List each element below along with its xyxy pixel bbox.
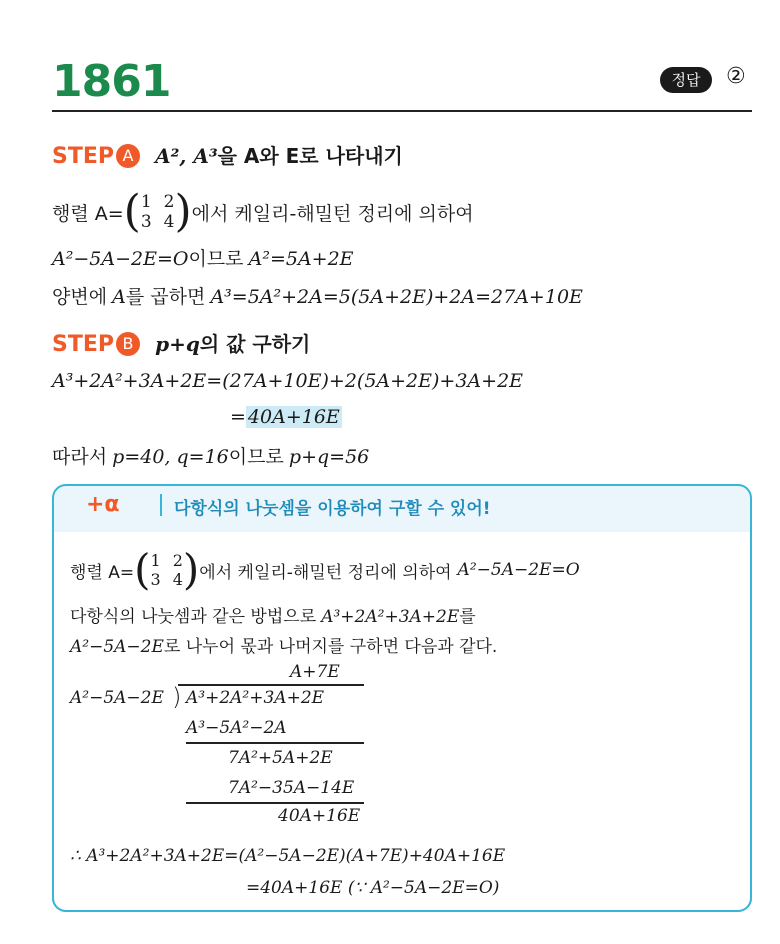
conclusion-text2: 이므로: [228, 446, 284, 468]
tip-line3-text: 로 나누어 몫과 나머지를 구하면 다음과 같다.: [163, 637, 498, 657]
div-sub2: 7A²−35A−14E: [228, 778, 355, 798]
tip-matrix-a12: 2: [172, 551, 183, 570]
tip-final1: ∴ A³+2A²+3A+2E=(A²−5A−2E)(A+7E)+40A+16E: [70, 846, 506, 866]
matrix-a12: 2: [163, 192, 175, 212]
div-bracket: ): [172, 683, 182, 711]
tip-line2-tail: 를: [459, 607, 476, 627]
step-a-title-math: A², A³: [155, 144, 218, 168]
step-a-line3-text: 양변에: [52, 286, 108, 308]
step-b-label: STEP: [52, 332, 115, 357]
tip-line2-math: A³+2A²+3A+2E: [321, 607, 460, 627]
conclusion-text1: 따라서: [52, 446, 108, 468]
matrix: ( 1 2 3 4 ): [123, 186, 192, 237]
step-a-line1-post: 에서 케일리-해밀턴 정리에 의하여: [191, 202, 474, 225]
step-a-line3-text2: 를 곱하면: [125, 286, 206, 308]
tip-line1-pre: 행렬 A=: [70, 562, 135, 583]
step-a-heading: [52, 140, 403, 169]
div-divisor: A²−5A−2E: [70, 688, 164, 708]
tip-line3-math: A²−5A−2E: [70, 637, 164, 657]
step-b-circle-icon: B: [116, 332, 140, 356]
step-b-heading: [52, 328, 310, 357]
step-a-line1: [52, 186, 474, 237]
step-b-eq2-prefix: =: [230, 406, 246, 428]
a-squared-eq: A²=5A+2E: [248, 248, 354, 270]
step-b-title-math: p+q: [155, 332, 200, 356]
div-rem2: 40A+16E: [278, 806, 361, 826]
matrix-a11: 1: [140, 192, 152, 212]
matrix-a22: 4: [163, 212, 175, 232]
answer-value: ②: [726, 64, 746, 89]
div-line1: [186, 742, 364, 744]
tip-line1: [70, 545, 580, 594]
header-divider: [52, 110, 752, 112]
tip-matrix-a11: 1: [150, 551, 161, 570]
tip-matrix: ( 1 2 3 4 ): [134, 545, 200, 594]
div-rem1: 7A²+5A+2E: [228, 748, 333, 768]
div-quotient: A+7E: [290, 662, 340, 682]
step-a-line2-text: 이므로: [188, 248, 244, 270]
tip-matrix-a22: 4: [172, 570, 183, 589]
step-b-conclusion: [52, 442, 369, 469]
step-a-label: STEP: [52, 144, 115, 169]
tip-line2-text: 다항식의 나눗셈과 같은 방법으로: [70, 607, 317, 627]
div-top-line: [178, 684, 364, 686]
div-sub1: A³−5A²−2A: [186, 718, 287, 738]
cayley-hamilton-eq: A²−5A−2E=O: [52, 248, 189, 270]
step-a-line1-pre: 행렬 A=: [52, 202, 124, 225]
tip-line1-math: A²−5A−2E=O: [457, 560, 580, 580]
tip-divider: [160, 494, 162, 516]
step-a-circle-icon: A: [116, 144, 140, 168]
step-a-line2: [52, 244, 354, 271]
answer-badge: 정답: [660, 67, 712, 93]
tip-matrix-a21: 3: [150, 570, 161, 589]
step-a-line3: [52, 282, 583, 309]
step-b-eq1: A³+2A²+3A+2E=(27A+10E)+2(5A+2E)+3A+2E: [52, 370, 524, 392]
conclusion-values: p=40, q=16: [112, 446, 229, 468]
tip-line2: [70, 602, 476, 627]
conclusion-answer: p+q=56: [288, 446, 370, 468]
matrix-a21: 3: [140, 212, 152, 232]
a-cubed-eq: A³=5A²+2A=5(5A+2E)+2A=27A+10E: [210, 286, 583, 308]
step-b-highlight: 40A+16E: [247, 406, 340, 428]
tip-line3: [70, 632, 497, 657]
problem-number: 1861: [52, 56, 171, 107]
tip-title: 다항식의 나눗셈을 이용하여 구할 수 있어!: [174, 499, 491, 519]
step-a-title-text: 을 A와 E로 나타내기: [217, 144, 403, 168]
step-b-eq2: [230, 406, 342, 428]
tip-line1-post: 에서 케일리-해밀턴 정리에 의하여: [199, 562, 452, 583]
tip-final2: =40A+16E (∵ A²−5A−2E=O): [246, 878, 500, 898]
div-line2: [186, 802, 364, 804]
step-b-title-text: 의 값 구하기: [199, 332, 311, 356]
plus-alpha-icon: +α: [86, 492, 120, 517]
step-a-line3-var: A: [112, 286, 126, 308]
div-dividend: A³+2A²+3A+2E: [186, 688, 325, 708]
